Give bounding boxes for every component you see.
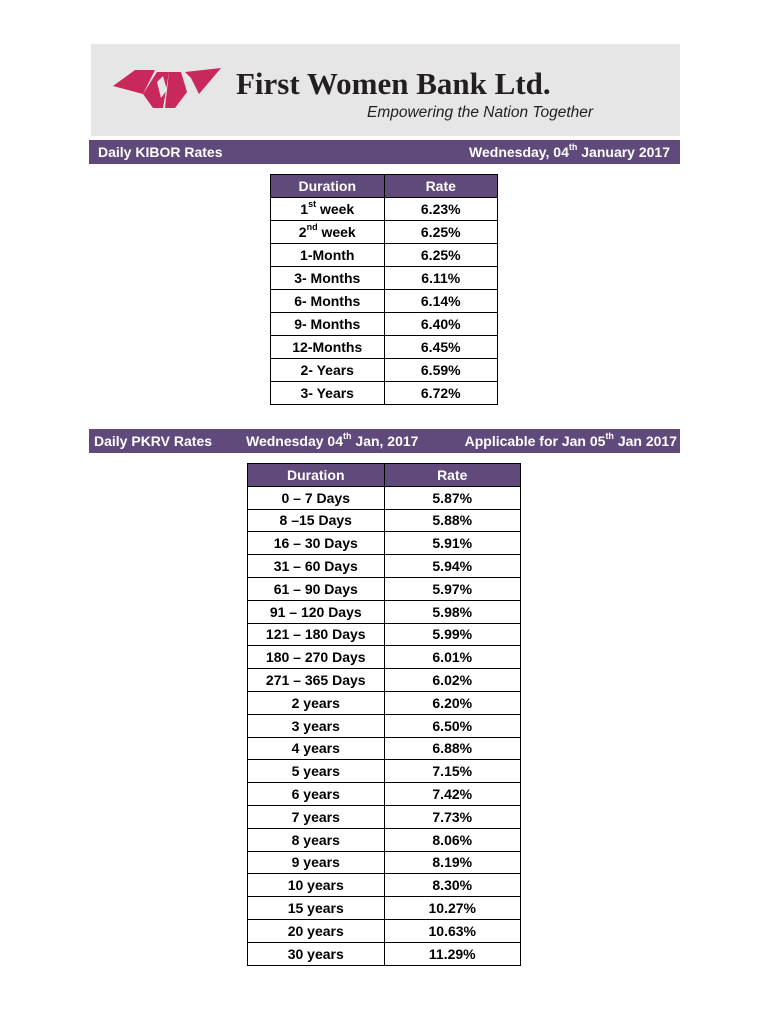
rate-cell: 6.72% <box>384 382 498 405</box>
rate-cell: 5.87% <box>384 486 521 509</box>
duration-cell: 6- Months <box>271 290 385 313</box>
table-row <box>248 874 521 897</box>
duration-cell: 2- Years <box>271 359 385 382</box>
rate-cell: 5.88% <box>384 509 521 532</box>
duration-cell: 1st week <box>271 198 385 221</box>
table-row <box>248 669 521 692</box>
rate-cell: 6.25% <box>384 244 498 267</box>
duration-cell: 121 – 180 Days <box>248 623 385 646</box>
duration-cell: 6 years <box>248 783 385 806</box>
duration-cell: 9 years <box>248 851 385 874</box>
rate-cell: 8.30% <box>384 874 521 897</box>
rate-cell: 6.02% <box>384 669 521 692</box>
table-header-row <box>248 464 521 487</box>
table-header-row <box>271 175 498 198</box>
table-row <box>271 313 498 336</box>
pkrv-rates-table <box>247 463 521 966</box>
rate-cell: 5.99% <box>384 623 521 646</box>
table-row <box>248 623 521 646</box>
table-row <box>248 555 521 578</box>
duration-cell: 7 years <box>248 805 385 828</box>
table-row <box>271 198 498 221</box>
rate-cell: 10.63% <box>384 919 521 942</box>
table-row <box>271 267 498 290</box>
table-row <box>271 244 498 267</box>
duration-cell: 3- Years <box>271 382 385 405</box>
duration-cell: 16 – 30 Days <box>248 532 385 555</box>
table-row <box>248 691 521 714</box>
bank-tagline: Empowering the Nation Together <box>367 104 594 121</box>
rate-cell: 8.19% <box>384 851 521 874</box>
table-row <box>248 760 521 783</box>
rate-cell: 7.15% <box>384 760 521 783</box>
table-row <box>271 290 498 313</box>
duration-cell: 2nd week <box>271 221 385 244</box>
duration-cell: 31 – 60 Days <box>248 555 385 578</box>
duration-cell: 12-Months <box>271 336 385 359</box>
table-row <box>248 577 521 600</box>
column-header-duration: Duration <box>271 175 385 198</box>
table-row <box>248 942 521 965</box>
rate-cell: 6.14% <box>384 290 498 313</box>
rate-cell: 6.88% <box>384 737 521 760</box>
duration-cell: 4 years <box>248 737 385 760</box>
rate-cell: 5.94% <box>384 555 521 578</box>
rate-cell: 8.06% <box>384 828 521 851</box>
duration-cell: 61 – 90 Days <box>248 577 385 600</box>
duration-cell: 8 –15 Days <box>248 509 385 532</box>
duration-cell: 0 – 7 Days <box>248 486 385 509</box>
table-row <box>248 919 521 942</box>
duration-cell: 8 years <box>248 828 385 851</box>
rate-cell: 6.40% <box>384 313 498 336</box>
rate-cell: 6.01% <box>384 646 521 669</box>
table-row <box>248 509 521 532</box>
column-header-rate: Rate <box>384 175 498 198</box>
rate-cell: 5.97% <box>384 577 521 600</box>
kibor-rates-table <box>270 174 498 405</box>
rate-cell: 7.42% <box>384 783 521 806</box>
table-row <box>248 486 521 509</box>
pkrv-title: Daily PKRV Rates <box>94 433 213 449</box>
rate-cell: 11.29% <box>384 942 521 965</box>
table-row <box>248 646 521 669</box>
table-row <box>248 737 521 760</box>
table-row <box>248 600 521 623</box>
kibor-title: Daily KIBOR Rates <box>98 144 223 160</box>
bank-logo-icon <box>113 64 223 114</box>
table-row <box>271 382 498 405</box>
rate-cell: 6.59% <box>384 359 498 382</box>
rate-cell: 5.91% <box>384 532 521 555</box>
rate-cell: 7.73% <box>384 805 521 828</box>
kibor-section-bar <box>89 140 680 164</box>
duration-cell: 15 years <box>248 897 385 920</box>
duration-cell: 1-Month <box>271 244 385 267</box>
table-row <box>248 714 521 737</box>
header-banner <box>91 44 680 136</box>
table-row <box>248 805 521 828</box>
table-row <box>271 336 498 359</box>
duration-cell: 180 – 270 Days <box>248 646 385 669</box>
pkrv-section-bar <box>89 429 680 453</box>
rate-cell: 6.25% <box>384 221 498 244</box>
rate-cell: 5.98% <box>384 600 521 623</box>
rate-cell: 6.50% <box>384 714 521 737</box>
duration-cell: 3 years <box>248 714 385 737</box>
table-row <box>271 359 498 382</box>
table-row <box>271 221 498 244</box>
duration-cell: 9- Months <box>271 313 385 336</box>
pkrv-applicable-date: Applicable for Jan 05th Jan 2017 <box>464 431 677 449</box>
duration-cell: 30 years <box>248 942 385 965</box>
duration-cell: 10 years <box>248 874 385 897</box>
duration-cell: 271 – 365 Days <box>248 669 385 692</box>
duration-cell: 20 years <box>248 919 385 942</box>
duration-cell: 91 – 120 Days <box>248 600 385 623</box>
kibor-date: Wednesday, 04th January 2017 <box>469 142 670 160</box>
rate-cell: 10.27% <box>384 897 521 920</box>
bank-name: First Women Bank Ltd. <box>236 66 551 101</box>
pkrv-date: Wednesday 04th Jan, 2017 <box>246 431 419 449</box>
table-row <box>248 851 521 874</box>
rate-cell: 6.11% <box>384 267 498 290</box>
column-header-duration: Duration <box>248 464 385 487</box>
table-row <box>248 828 521 851</box>
rate-cell: 6.20% <box>384 691 521 714</box>
table-row <box>248 532 521 555</box>
column-header-rate: Rate <box>384 464 521 487</box>
table-row <box>248 783 521 806</box>
duration-cell: 3- Months <box>271 267 385 290</box>
rate-cell: 6.23% <box>384 198 498 221</box>
rate-cell: 6.45% <box>384 336 498 359</box>
duration-cell: 5 years <box>248 760 385 783</box>
duration-cell: 2 years <box>248 691 385 714</box>
table-row <box>248 897 521 920</box>
